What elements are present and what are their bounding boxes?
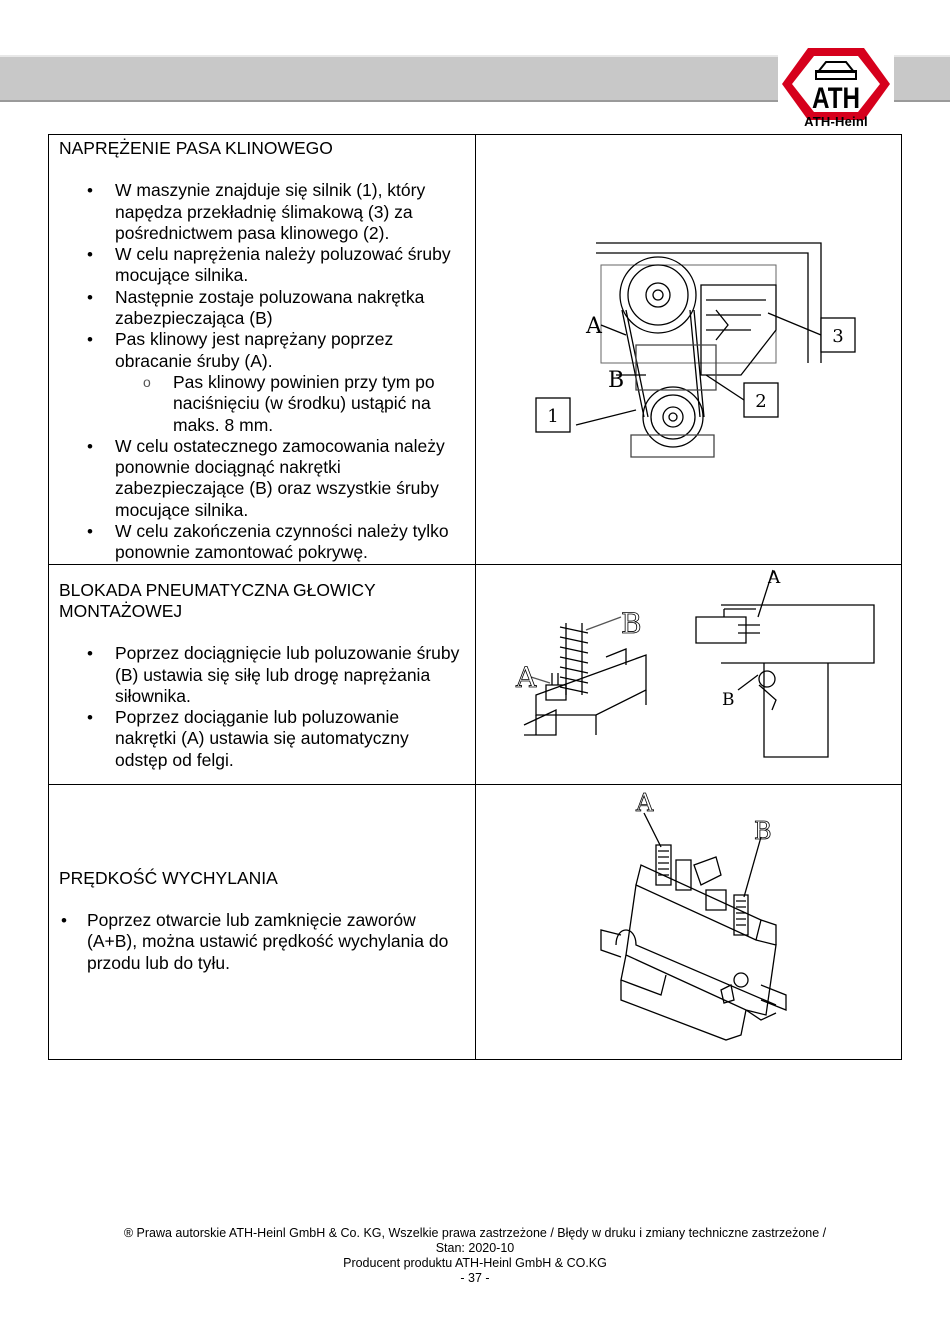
right-label-b: B	[722, 689, 735, 710]
tilt-text-cell	[49, 784, 476, 1059]
label-a: A	[586, 314, 602, 339]
callout-2: 2	[755, 391, 767, 412]
lock-figure-cell	[476, 564, 902, 784]
footer-copyright: ® Prawa autorskie ATH-Heinl GmbH & Co. KG, Wszelkie prawa zastrzeżone / Błędy w druku i zmiany techniczne zastrzeżone /	[123, 1226, 827, 1240]
left-label-a: A	[516, 660, 537, 694]
section-heading: PRĘDKOŚĆ WYCHYLANIA	[59, 867, 278, 888]
right-label-a: A	[768, 567, 781, 588]
list-item: • Poprzez dociąganie lub poluzowanie nakrętki (A) ustawia się automatyczny odstęp od felgi.	[115, 707, 465, 771]
section-row-lock	[49, 564, 902, 784]
list-item: • Następnie zostaje poluzowana nakrętka zabezpieczająca (B)	[115, 287, 465, 330]
callout-3: 3	[832, 326, 844, 347]
logo-text: ATH	[812, 82, 860, 115]
section-row-tilt	[49, 784, 902, 1059]
label-b: B	[754, 816, 772, 845]
section-row-belt	[49, 135, 902, 565]
left-label-b: B	[621, 606, 642, 640]
list-item: • W maszynie znajduje się silnik (1), który napędza przekładnię ślimakową (3) za pośrednictwem pasa klinowego (2).	[115, 180, 465, 244]
logo-caption: ATH-Heinl	[804, 114, 868, 129]
valve-block-figure	[476, 785, 902, 1060]
pneumatic-lock-figure	[476, 565, 902, 785]
bullet-list	[59, 910, 465, 974]
belt-drive-figure	[476, 135, 902, 561]
bullet-list	[59, 643, 465, 771]
tilt-figure-cell	[476, 784, 902, 1059]
section-heading: NAPRĘŻENIE PASA KLINOWEGO	[59, 138, 333, 158]
section-heading: BLOKADA PNEUMATYCZNA GŁOWICY MONTAŻOWEJ	[59, 579, 376, 621]
sub-bullet-list	[115, 372, 465, 436]
page-number: - 37 -	[460, 1271, 490, 1285]
footer-producer: Producent produktu ATH-Heinl GmbH & CO.KG	[343, 1256, 607, 1270]
page-footer	[0, 1226, 950, 1286]
belt-text-cell	[49, 135, 476, 565]
instruction-table	[48, 134, 902, 1060]
list-item: • W celu ostatecznego zamocowania należy ponownie dociągnąć nakrętki zabezpieczające (B) oraz wszystkie śruby mocujące silnika.	[115, 436, 465, 521]
footer-date: Stan: 2020-10	[435, 1241, 515, 1255]
bullet-list	[59, 436, 465, 564]
label-a: A	[636, 788, 654, 817]
belt-figure-cell	[476, 135, 902, 565]
lock-text-cell	[49, 564, 476, 784]
callout-1: 1	[547, 406, 559, 427]
sub-list-item: o Pas klinowy powinien przy tym po naciśnięciu (w środku) ustąpić na maks. 8 mm.	[173, 372, 465, 436]
list-item: • Pas klinowy jest naprężany poprzez obracanie śruby (A).	[115, 329, 465, 372]
list-item: • Poprzez dociągnięcie lub poluzowanie śruby (B) ustawia się siłę lub drogę naprężania siłownika.	[115, 643, 465, 707]
list-item: • W celu naprężenia należy poluzować śruby mocujące silnika.	[115, 244, 465, 287]
list-item: • Poprzez otwarcie lub zamknięcie zaworów (A+B), można ustawić prędkość wychylania do przodu lub do tyłu.	[87, 910, 465, 974]
list-item: • W celu zakończenia czynności należy tylko ponownie zamontować pokrywę.	[115, 521, 465, 564]
bullet-list	[59, 180, 465, 372]
label-b: B	[608, 368, 625, 393]
